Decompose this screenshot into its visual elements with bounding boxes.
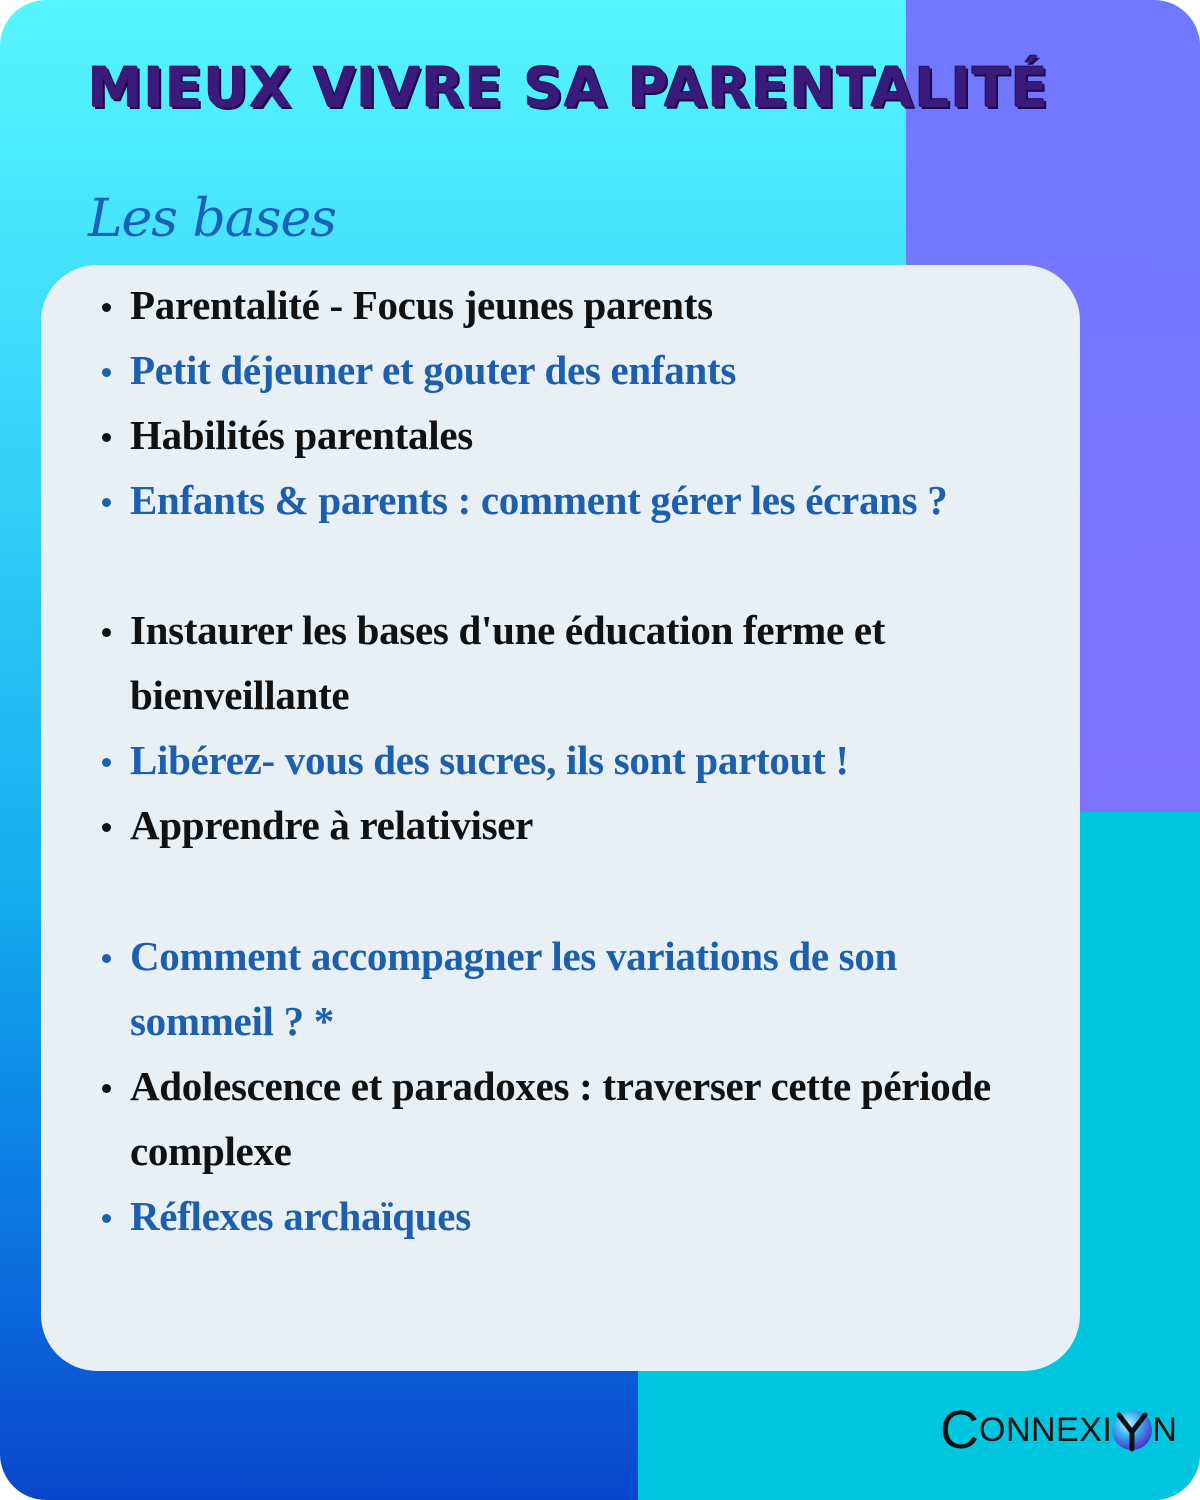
topic-item xyxy=(41,273,1041,338)
bullet-icon xyxy=(102,1084,111,1093)
section-subtitle: Les bases xyxy=(88,189,336,249)
bullet-icon xyxy=(102,628,111,637)
topic-item xyxy=(41,338,1041,403)
topic-label: Petit déjeuner et gouter des enfants xyxy=(130,347,736,393)
topic-label: Instaurer les bases d'une éducation ferme et bienveillante xyxy=(130,607,886,718)
bullet-icon xyxy=(102,498,111,507)
topics-card xyxy=(41,265,1080,1371)
bullet-icon xyxy=(102,758,111,767)
bullet-icon xyxy=(102,433,111,442)
globe-y-icon xyxy=(1110,1408,1154,1452)
connexion-logo xyxy=(940,1400,1190,1460)
bullet-icon xyxy=(102,303,111,312)
topic-item xyxy=(41,598,1041,728)
topic-label: Parentalité - Focus jeunes parents xyxy=(130,282,713,328)
topic-item xyxy=(41,924,1041,1054)
bullet-icon xyxy=(102,1214,111,1223)
topic-label: Apprendre à relativiser xyxy=(130,802,534,848)
bullet-icon xyxy=(102,368,111,377)
topic-label: Comment accompagner les variations de son sommeil ? * xyxy=(130,933,898,1044)
topic-label: Adolescence et paradoxes : traverser cette période complexe xyxy=(130,1063,991,1174)
topic-label: Enfants & parents : comment gérer les écrans ? xyxy=(130,477,948,523)
topic-item xyxy=(41,468,1041,533)
logo-initial: C xyxy=(940,1400,979,1460)
topic-label: Libérez- vous des sucres, ils sont partout ! xyxy=(130,737,849,783)
topic-list xyxy=(41,273,1041,1249)
bullet-icon xyxy=(102,823,111,832)
topic-item xyxy=(41,1054,1041,1184)
topic-item xyxy=(41,728,1041,793)
topic-item xyxy=(41,1184,1041,1249)
topic-item xyxy=(41,793,1041,858)
topic-item xyxy=(41,403,1041,468)
topic-label: Habilités parentales xyxy=(130,412,473,458)
page-title: MIEUX VIVRE SA PARENTALITÉ xyxy=(88,56,1050,120)
topic-label: Réflexes archaïques xyxy=(130,1193,471,1239)
logo-text-start: ONNEXI xyxy=(979,1411,1113,1449)
bullet-icon xyxy=(102,954,111,963)
logo-text-end: N xyxy=(1152,1411,1178,1449)
